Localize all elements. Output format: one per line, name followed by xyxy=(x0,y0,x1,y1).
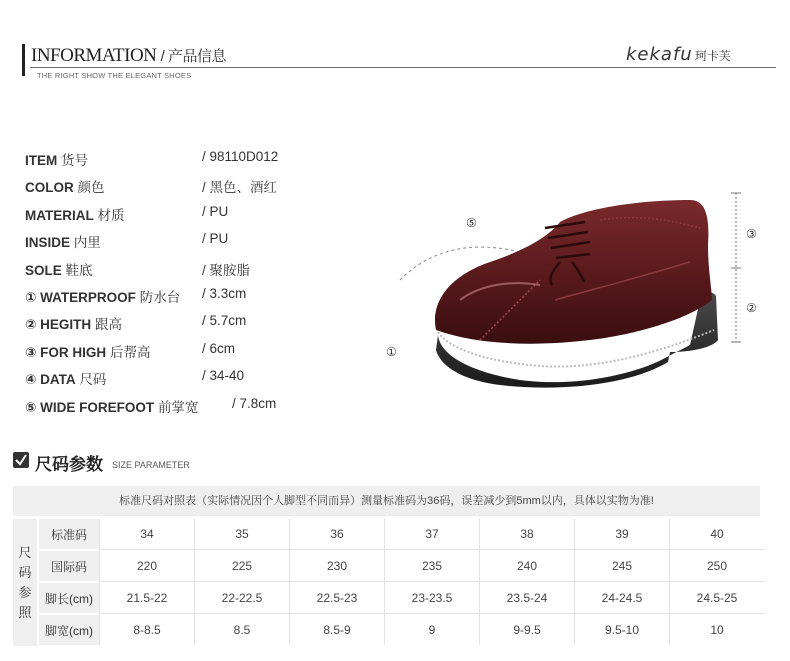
spec-item xyxy=(25,149,325,169)
table-cell: 40 xyxy=(669,519,764,549)
brand-logo xyxy=(626,44,731,65)
header-subtitle: THE RIGHT SHOW THE ELEGANT SHOES xyxy=(37,71,192,80)
spec-label: INSIDE xyxy=(25,235,71,250)
spec-item xyxy=(25,204,325,224)
spec-label: SOLE xyxy=(25,263,62,278)
marker-1: ① xyxy=(386,345,397,359)
spec-label-cn: 尺码 xyxy=(75,372,107,387)
brand-latin: kekafu xyxy=(626,44,693,65)
spec-item xyxy=(25,176,325,196)
size-table xyxy=(39,519,764,645)
spec-label: MATERIAL xyxy=(25,208,94,223)
header-accent-bar xyxy=(22,44,25,76)
table-cell: 24.5-25 xyxy=(669,581,764,613)
table-cell: 23-23.5 xyxy=(384,581,479,613)
row-header: 脚长(cm) xyxy=(39,581,99,613)
size-note: 标准尺码对照表（实际情况因个人脚型不同而异）测量标准码为36码，误差减少到5mm以内，具体以实物为准! xyxy=(13,486,760,516)
spec-value: / 黑色、酒红 xyxy=(202,180,278,195)
spec-value: / PU xyxy=(202,204,229,219)
spec-label: ① WATERPROOF xyxy=(25,290,136,305)
spec-value: / 7.8cm xyxy=(232,396,277,411)
spec-label: ② HEGITH xyxy=(25,317,92,332)
spec-label-cn: 防水台 xyxy=(135,290,181,305)
table-cell: 39 xyxy=(574,519,669,549)
table-cell: 34 xyxy=(99,519,194,549)
table-cell: 9.5-10 xyxy=(574,613,669,645)
spec-value: / 98110D012 xyxy=(202,149,279,164)
table-row xyxy=(39,519,764,549)
spec-label-cn: 颜色 xyxy=(73,180,105,195)
spec-item xyxy=(25,341,325,361)
spec-label: COLOR xyxy=(25,180,74,195)
title-chinese: / 产品信息 xyxy=(160,48,226,65)
table-cell: 38 xyxy=(479,519,574,549)
side-char: 码 xyxy=(18,564,32,580)
marker-3: ③ xyxy=(746,227,757,241)
checkbox-icon xyxy=(13,452,29,468)
row-header: 脚宽(cm) xyxy=(39,613,99,645)
spec-label-cn: 内里 xyxy=(70,235,101,250)
spec-label-cn: 材质 xyxy=(93,208,125,223)
spec-label: ⑤ WIDE FOREFOOT xyxy=(25,400,155,415)
table-cell: 8-8.5 xyxy=(99,613,194,645)
table-cell: 22-22.5 xyxy=(194,581,289,613)
table-cell: 9 xyxy=(384,613,479,645)
side-char: 照 xyxy=(18,604,32,620)
table-cell: 230 xyxy=(289,549,384,581)
table-cell: 35 xyxy=(194,519,289,549)
spec-value: / 34-40 xyxy=(202,368,245,383)
spec-label: ITEM xyxy=(25,153,58,168)
size-side-label xyxy=(13,519,37,646)
spec-label-cn: 货号 xyxy=(57,153,89,168)
table-cell: 10 xyxy=(669,613,764,645)
table-cell: 9-9.5 xyxy=(479,613,574,645)
table-cell: 36 xyxy=(289,519,384,549)
side-char: 参 xyxy=(18,584,32,600)
table-cell: 225 xyxy=(194,549,289,581)
table-cell: 24-24.5 xyxy=(574,581,669,613)
shoe-diagram xyxy=(380,185,780,400)
table-row xyxy=(39,613,764,645)
spec-item xyxy=(25,231,325,251)
spec-value: / 3.3cm xyxy=(202,286,247,301)
marker-5: ⑤ xyxy=(466,216,477,230)
table-cell: 220 xyxy=(99,549,194,581)
spec-value: / PU xyxy=(202,231,229,246)
table-cell: 37 xyxy=(384,519,479,549)
spec-label: ③ FOR HIGH xyxy=(25,345,107,360)
spec-item xyxy=(25,286,325,306)
marker-2: ② xyxy=(746,301,757,315)
spec-label-cn: 前掌宽 xyxy=(154,400,199,415)
page-title xyxy=(31,45,226,67)
size-section-title: 尺码参数 xyxy=(35,455,103,474)
row-header: 标准码 xyxy=(39,519,99,549)
table-cell: 21.5-22 xyxy=(99,581,194,613)
spec-item xyxy=(25,368,325,388)
table-cell: 8.5-9 xyxy=(289,613,384,645)
spec-value: / 5.7cm xyxy=(202,313,247,328)
title-english: INFORMATION xyxy=(31,45,157,66)
side-char: 尺 xyxy=(18,544,32,560)
size-section-subtitle: SIZE PARAMETER xyxy=(112,460,190,470)
table-cell: 240 xyxy=(479,549,574,581)
brand-chinese: 珂卡芙 xyxy=(694,49,731,63)
table-cell: 245 xyxy=(574,549,669,581)
spec-item xyxy=(25,259,325,279)
table-row xyxy=(39,549,764,581)
table-row xyxy=(39,581,764,613)
spec-item xyxy=(25,313,325,333)
spec-value: / 聚胺脂 xyxy=(202,263,251,278)
table-cell: 8.5 xyxy=(194,613,289,645)
row-header: 国际码 xyxy=(39,549,99,581)
spec-label-cn: 后帮高 xyxy=(106,345,151,360)
header-divider xyxy=(30,67,776,68)
table-cell: 235 xyxy=(384,549,479,581)
spec-label: ④ DATA xyxy=(25,372,76,387)
spec-label-cn: 跟高 xyxy=(91,317,122,332)
table-cell: 23.5-24 xyxy=(479,581,574,613)
table-cell: 250 xyxy=(669,549,764,581)
spec-label-cn: 鞋底 xyxy=(61,263,93,278)
spec-item xyxy=(25,396,325,416)
spec-value: / 6cm xyxy=(202,341,236,356)
table-cell: 22.5-23 xyxy=(289,581,384,613)
